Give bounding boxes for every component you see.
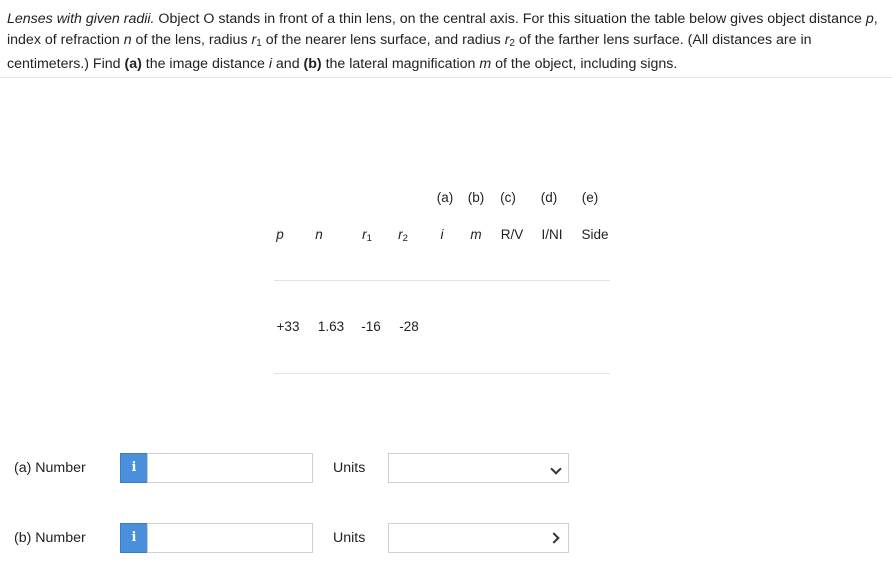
i-symbol: i [268,56,272,72]
number-input-a[interactable] [147,453,313,483]
m-symbol: m [479,56,492,72]
r-symbol: r [251,32,257,48]
value-r2: -28 [399,319,419,334]
header-p: p [276,227,284,242]
problem-text: the lateral magnification [321,56,480,72]
value-r1: -16 [361,319,381,334]
problem-text: , index of refraction [7,11,878,48]
problem-text: and [271,56,304,72]
problem-text: the image distance [141,56,269,72]
answer-label-a: (a) Number [14,460,86,476]
col-part-label: (c) [500,190,516,205]
r-symbol: r [362,227,367,242]
number-input-b[interactable] [147,523,313,553]
table-divider [274,373,610,374]
header-i: i [440,227,444,242]
problem-text: stands in front of a thin lens, on the central axis. For this situation the table below gives object distance [214,11,866,27]
col-part-label: (e) [581,190,599,205]
part-b-label: (b) [303,56,322,72]
units-select-a[interactable] [388,453,569,483]
r-symbol: r [398,227,403,242]
divider [0,77,892,78]
r1-subscript: 1 [256,38,262,49]
part-a-label: (a) [124,56,142,72]
r-symbol: r [504,32,510,48]
header-ini: I/NI [541,227,563,242]
col-part-label: (b) [467,190,485,205]
r2-subscript: 2 [402,233,408,244]
chevron-right-icon [548,532,559,543]
col-part-label: (d) [540,190,558,205]
info-icon[interactable]: i [120,523,148,553]
value-n: 1.63 [317,319,345,334]
answer-row-a [0,453,892,485]
table-divider [274,280,610,281]
header-r1 [362,227,372,244]
header-rv: R/V [500,227,524,242]
chevron-down-icon [550,463,561,474]
answer-label-b: (b) Number [14,530,86,546]
problem-text: of the object, including signs. [491,56,678,72]
header-side: Side [581,227,609,242]
units-select-b[interactable] [388,523,569,553]
units-label-a: Units [333,460,366,476]
r2-subscript: 2 [509,38,515,49]
header-m: m [470,227,482,242]
problem-text: Object [154,11,204,27]
answer-row-b [0,523,892,555]
info-icon[interactable]: i [120,453,148,483]
units-label-b: Units [333,530,366,546]
col-part-label: (a) [436,190,454,205]
problem-statement [7,9,885,75]
problem-text: of the lens, radius [131,32,252,48]
header-r2 [398,227,408,244]
header-n: n [315,227,323,242]
problem-title: Lenses with given radii. [7,11,155,27]
value-p: +33 [276,319,300,334]
n-symbol: n [123,32,132,48]
p-symbol: p [865,11,874,27]
problem-text: of the nearer lens surface, and radius [261,32,505,48]
object-symbol: O [203,11,215,27]
problem-text: of the farther lens surface. (All distances are in centimeters.) Find [7,32,812,72]
r1-subscript: 1 [366,233,372,244]
